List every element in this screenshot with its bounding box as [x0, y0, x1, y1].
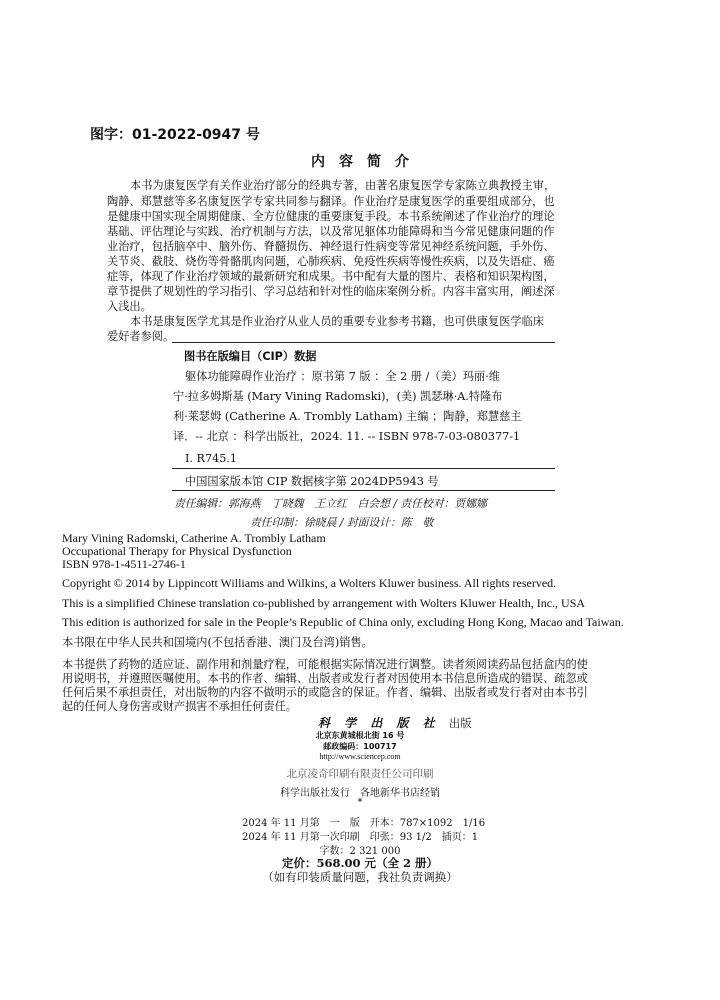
- edition-line-1: 2024 年 11 月第 一 版 开本：787×1092 1/16: [242, 818, 486, 829]
- cip-top-rule: [172, 342, 555, 343]
- intro-line: 是健康中国实现全周期健康、全方位健康的重要康复手段。本书系统阐述了作业治疗的理论: [107, 210, 555, 223]
- cip-classification: Ⅰ. R745.1: [185, 452, 237, 465]
- cip-number: 中国国家版本馆 CIP 数据核字第 2024DP5943 号: [185, 475, 439, 488]
- translation-line: This is a simplified Chinese translation co-published by arrangement with Wolters Kluwer Health, Inc., USA: [62, 596, 586, 610]
- intro-line: 症等，体现了作业治疗领域的最新研究和成果。书中配有大量的图片、表格和知识架构图，: [107, 270, 555, 283]
- original-isbn: ISBN 978-1-4511-2746-1: [62, 557, 186, 571]
- price: 定价：568.00 元（全 2 册）: [281, 856, 439, 870]
- original-title: Occupational Therapy for Physical Dysfunction: [62, 544, 292, 558]
- cip-mid-rule: [172, 468, 555, 469]
- cip-line: 译．-- 北京 ：科学出版社，2024. 11. -- ISBN 978-7-03-080377-1: [173, 430, 521, 443]
- publisher-imprint: [318, 712, 472, 731]
- publisher-address: 北京东黄城根北街 16 号: [315, 731, 405, 740]
- intro-line: 本书是康复医学尤其是作业治疗从业人员的重要专业参考书籍，也可供康复医学临床: [130, 315, 544, 328]
- cip-line: 宁·拉多姆斯基 (Mary Vining Radomski)，(美) 凯瑟琳·A.特隆布: [173, 390, 503, 403]
- cip-bottom-rule: [172, 490, 555, 491]
- staff-editors: 责任编辑：郭海燕 丁晓魏 王立红 白会想 / 责任校对：贾娜娜: [174, 497, 487, 510]
- cip-line: 躯体功能障碍作业治疗 ：原书第 7 版 ：全 2 册 /（美）玛丽·维: [185, 370, 500, 383]
- intro-line: 入浅出。: [107, 300, 152, 313]
- publisher-suffix: 出版: [448, 716, 472, 730]
- distribution-line: 科学出版社发行 各地新华书店经销: [280, 788, 440, 799]
- cip-heading: 图书在版编目（CIP）数据: [184, 350, 317, 363]
- staff-printing-design: 责任印制：徐晓晨 / 封面设计：陈 敬: [250, 516, 434, 529]
- intro-line: 关节炎、截肢、烧伤等骨骼肌肉问题，心肺疾病、免疫性疾病等慢性疾病，以及失语症、癌: [107, 255, 555, 268]
- intro-title: 内 容 简 介: [311, 154, 409, 170]
- disclaimer-line: 起的任何人身伤害或财产损害不承担任何责任。: [62, 700, 297, 713]
- intro-line: 爱好者参阅。: [107, 330, 175, 343]
- intro-line: 业治疗，包括脑卒中、脑外伤、脊髓损伤、神经退行性病变等常见神经系统问题，手外伤、: [107, 240, 555, 253]
- publisher-postcode: 邮政编码：100717: [323, 742, 397, 751]
- publisher-name: 科 学 出 版 社: [318, 716, 440, 730]
- territory-line: This edition is authorized for sale in the People’s Republic of China only, excluding Hong Kong, Macao and Taiwan.: [62, 615, 624, 629]
- separator-star: *: [357, 797, 363, 808]
- intro-line: 陶静、郑慧慈等多名康复医学专家共同参与翻译。作业治疗是康复医学的重要组成部分，也: [107, 195, 555, 208]
- cip-line: 利·莱瑟姆 (Catherine A. Trombly Latham) 主编 ；陶静，郑慧慈主: [173, 410, 522, 423]
- intro-line: 章节提供了规划性的学习指引、学习总结和针对性的临床案例分析。内容丰富实用，阐述深: [107, 285, 555, 298]
- edition-line-2: 2024 年 11 月第一次印刷 印张：93 1/2 插页：1: [242, 832, 479, 843]
- sale-notice: 本书限在中华人民共和国境内(不包括香港、澳门及台湾)销售。: [62, 636, 373, 649]
- registration-number: 图字：01-2022-0947 号: [90, 127, 260, 143]
- word-count: 字数：2 321 000: [319, 846, 401, 857]
- original-authors: Mary Vining Radomski, Catherine A. Trombly Latham: [62, 531, 326, 545]
- disclaimer-line: 用说明书，并遵照医嘱使用。本书的作者、编辑、出版者或发行者对因使用本书信息所造成的错误、疏忽或: [62, 672, 588, 685]
- publisher-url: http://www.sciencep.com: [319, 752, 401, 761]
- printer-line: 北京凌奇印刷有限责任公司印刷: [286, 768, 434, 780]
- intro-line: 基础、评估理论与实践、治疗机制与方法，以及常见躯体功能障碍和当今常见健康问题的作: [107, 225, 555, 238]
- disclaimer-line: 任何后果不承担责任，对出版物的内容不做明示的或隐含的保证。作者、编辑、出版者或发行者对由本书引: [62, 686, 588, 699]
- copyright-line: Copyright © 2014 by Lippincott Williams and Wilkins, a Wolters Kluwer business. All rights reserved.: [62, 576, 557, 590]
- quality-notice: （如有印装质量问题，我社负责调换）: [262, 870, 458, 884]
- intro-line: 本书为康复医学有关作业治疗部分的经典专著，由著名康复医学专家陈立典教授主审，: [130, 179, 556, 192]
- disclaimer-line: 本书提供了药物的适应证、副作用和剂量疗程，可能根据实际情况进行调整。读者须阅读药品包括盒内的使: [62, 658, 588, 671]
